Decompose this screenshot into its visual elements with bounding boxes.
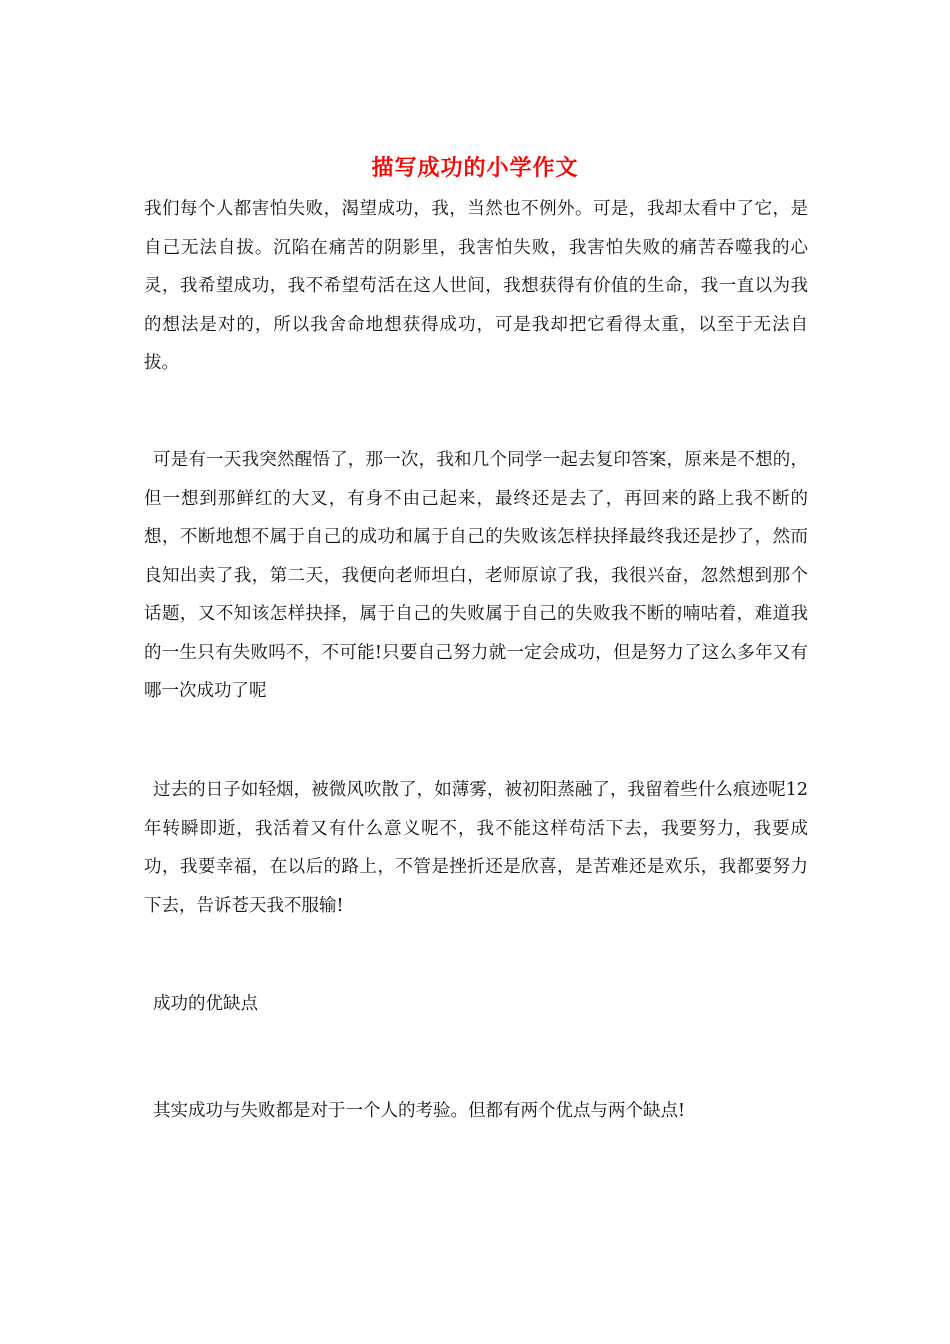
paragraph-4: 其实成功与失败都是对于一个人的考验。但都有两个优点与两个缺点! bbox=[153, 1101, 686, 1121]
paragraph-3: 过去的日子如轻烟，被微风吹散了，如薄雾，被初阳蒸融了，我留着些什么痕迹呢12年转瞬即逝，我活着又有什么意义呢不，我不能这样苟活下去，我要努力，我要成功，我要幸福，在以后的路上，不管是挫折还是欣喜，是苦难还是欢乐，我都要努力下去，告诉苍天我不服输! bbox=[144, 780, 808, 916]
section-heading: 成功的优缺点 bbox=[153, 994, 258, 1014]
paragraph-1: 我们每个人都害怕失败，渴望成功，我，当然也不例外。可是，我却太看中了它，是自己无法自拔。沉陷在痛苦的阴影里，我害怕失败，我害怕失败的痛苦吞噬我的心灵，我希望成功，我不希望苟活在这人世间，我想获得有价值的生命，我一直以为我的想法是对的，所以我舍命地想获得成功，可是我却把它看得太重，以至于无法自拔。 bbox=[144, 199, 808, 373]
paragraph-2: 可是有一天我突然醒悟了，那一次，我和几个同学一起去复印答案，原来是不想的，但一想到那鲜红的大叉，有身不由己起来，最终还是去了，再回来的路上我不断的想，不断地想不属于自己的成功和属于自己的失败该怎样抉择最终我还是抄了，然而良知出卖了我，第二天，我便向老师坦白，老师原谅了我，我很兴奋，忽然想到那个话题，又不知该怎样抉择，属于自己的失败属于自己的失败我不断的喃咕着，难道我的一生只有失败吗不，不可能!只要自己努力就一定会成功，但是努力了这么多年又有哪一次成功了呢 bbox=[144, 450, 808, 701]
document-title: 描写成功的小学作文 bbox=[371, 155, 579, 181]
